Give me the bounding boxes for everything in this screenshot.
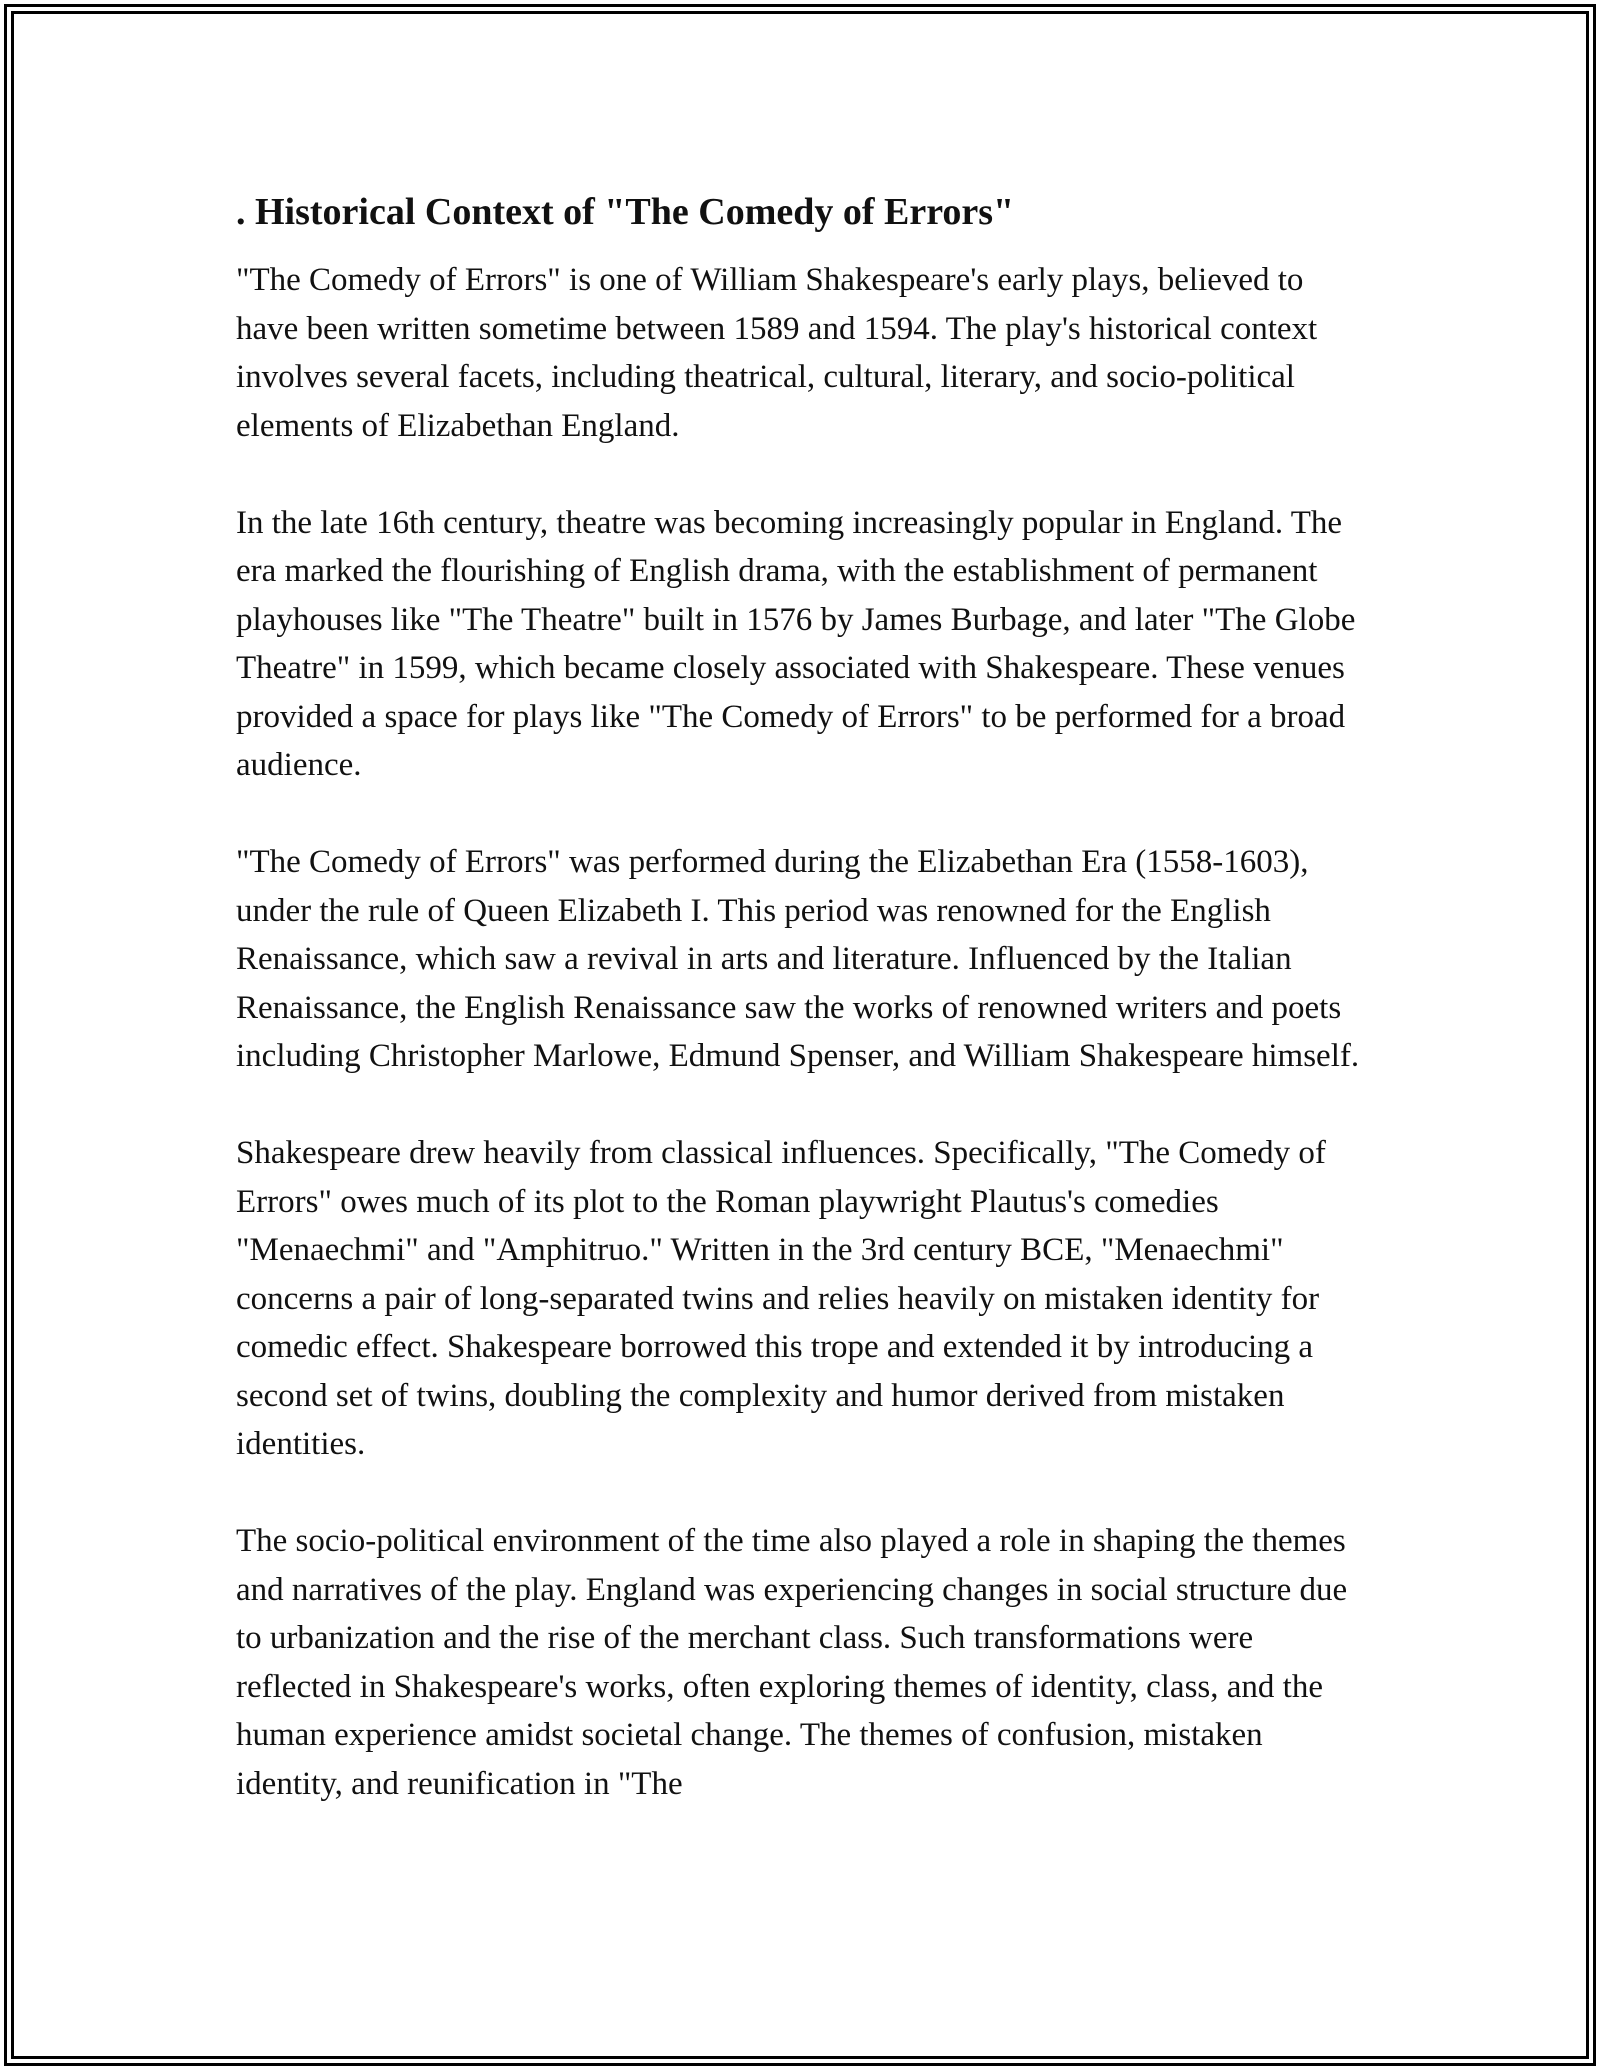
paragraph-elizabethan-era: "The Comedy of Errors" was performed during the Elizabethan Era (1558-1603), under the rule of Queen Elizabeth I. This period was renowned for the English Renaissance, which saw a revival in arts and literature. Influenced by the Italian Renaissance, the English Renaissance saw the works of renowned writers and poets including Christopher Marlowe, Edmund Spenser, and William Shakespeare himself. — [236, 844, 1360, 1074]
document-body — [236, 188, 1366, 1808]
paragraph-socio-political: The socio-political environment of the time also played a role in shaping the themes and narratives of the play. England was experiencing changes in social structure due to urbanization and the rise of the merchant class. Such transformations were reflected in Shakespeare's works, often exploring themes of identity, class, and the human experience amidst societal change. The themes of confusion, mistaken identity, and reunification in "The — [236, 1523, 1348, 1802]
paragraph-theatre: In the late 16th century, theatre was becoming increasingly popular in England. The era marked the flourishing of English drama, with the establishment of permanent playhouses like "The Theatre" built in 1576 by James Burbage, and later "The Globe Theatre" in 1599, which became closely associated with Shakespeare. These venues provided a space for plays like "The Comedy of Errors" to be performed for a broad audience. — [236, 504, 1356, 783]
paragraph-overview: "The Comedy of Errors" is one of William Shakespeare's early plays, believed to have been written sometime between 1589 and 1594. The play's historical context involves several facets, including theatrical, cultural, literary, and socio-political elements of Elizabethan England. — [236, 262, 1318, 444]
paragraph-classical-influences: Shakespeare drew heavily from classical influences. Specifically, "The Comedy of Errors" owes much of its plot to the Roman playwright Plautus's comedies "Menaechmi" and "Amphitruo." Written in the 3rd century BCE, "Menaechmi" concerns a pair of long-separated twins and relies heavily on mistaken identity for comedic effect. Shakespeare borrowed this trope and extended it by introducing a second set of twins, doubling the complexity and humor derived from mistaken identities. — [236, 1135, 1326, 1462]
page-title: . Historical Context of "The Comedy of Errors" — [236, 191, 1015, 233]
